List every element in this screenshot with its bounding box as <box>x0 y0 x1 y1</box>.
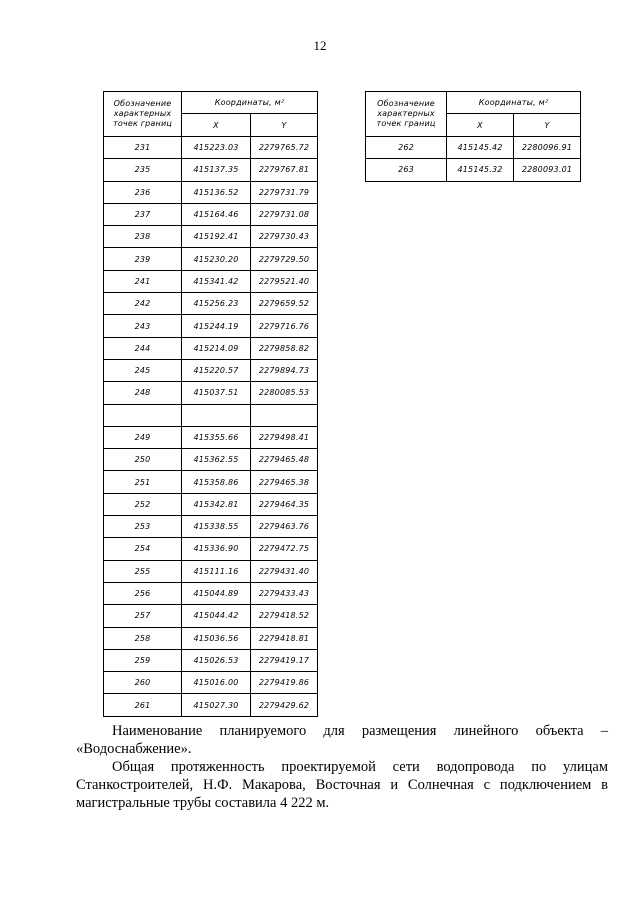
point-cell: 263 <box>366 159 447 181</box>
table-row <box>104 649 318 671</box>
y-cell: 2279894.73 <box>251 359 318 381</box>
x-header: X <box>182 114 251 137</box>
point-cell: 256 <box>104 582 182 604</box>
x-cell: 415214.09 <box>182 337 251 359</box>
y-cell: 2279716.76 <box>251 315 318 337</box>
point-cell: 261 <box>104 694 182 716</box>
table-row <box>104 203 318 225</box>
coords-header: Координаты, м² <box>182 92 318 114</box>
x-cell: 415044.89 <box>182 582 251 604</box>
point-label-line: характерных <box>113 109 172 118</box>
y-cell: 2279730.43 <box>251 226 318 248</box>
y-cell: 2279731.08 <box>251 203 318 225</box>
x-cell: 415223.03 <box>182 137 251 159</box>
x-cell: 415220.57 <box>182 359 251 381</box>
point-cell: 239 <box>104 248 182 270</box>
point-label-line: характерных <box>377 109 435 118</box>
x-cell: 415338.55 <box>182 516 251 538</box>
table-row <box>104 404 318 426</box>
x-cell <box>182 404 251 426</box>
y-cell: 2279463.76 <box>251 516 318 538</box>
page-number: 12 <box>313 38 327 53</box>
table-row <box>104 449 318 471</box>
table-row <box>104 605 318 627</box>
x-cell: 415164.46 <box>182 203 251 225</box>
y-cell: 2279429.62 <box>251 694 318 716</box>
table-row <box>104 382 318 404</box>
y-cell: 2279498.41 <box>251 426 318 448</box>
point-cell: 236 <box>104 181 182 203</box>
y-header: Y <box>514 114 581 137</box>
coordinates-table-left <box>103 91 318 717</box>
y-cell: 2279419.86 <box>251 672 318 694</box>
point-cell: 237 <box>104 203 182 225</box>
y-cell: 2279465.38 <box>251 471 318 493</box>
x-cell: 415027.30 <box>182 694 251 716</box>
table-row <box>104 270 318 292</box>
y-cell: 2279765.72 <box>251 137 318 159</box>
y-cell: 2280096.91 <box>514 137 581 159</box>
x-cell: 415336.90 <box>182 538 251 560</box>
y-cell: 2279464.35 <box>251 493 318 515</box>
y-cell: 2279731.79 <box>251 181 318 203</box>
point-cell: 251 <box>104 471 182 493</box>
point-label-header <box>366 92 447 137</box>
coords-header: Координаты, м² <box>447 92 581 114</box>
point-label-line: Обозначение <box>377 99 435 108</box>
table-row <box>104 248 318 270</box>
x-cell: 415137.35 <box>182 159 251 181</box>
table-row <box>104 426 318 448</box>
point-cell: 243 <box>104 315 182 337</box>
point-cell: 262 <box>366 137 447 159</box>
x-cell: 415145.32 <box>447 159 514 181</box>
point-label-header <box>104 92 182 137</box>
table-row <box>104 315 318 337</box>
x-cell: 415358.86 <box>182 471 251 493</box>
table-row <box>104 538 318 560</box>
y-cell <box>251 404 318 426</box>
y-cell: 2279465.48 <box>251 449 318 471</box>
point-cell: 258 <box>104 627 182 649</box>
point-cell: 260 <box>104 672 182 694</box>
point-cell: 250 <box>104 449 182 471</box>
point-cell: 244 <box>104 337 182 359</box>
point-cell: 253 <box>104 516 182 538</box>
point-label-line: Обозначение <box>113 99 172 108</box>
y-cell: 2279858.82 <box>251 337 318 359</box>
x-cell: 415016.00 <box>182 672 251 694</box>
point-cell: 235 <box>104 159 182 181</box>
point-cell: 245 <box>104 359 182 381</box>
x-cell: 415111.16 <box>182 560 251 582</box>
table-row <box>104 337 318 359</box>
table-row <box>104 293 318 315</box>
table-row <box>366 159 581 181</box>
point-cell: 259 <box>104 649 182 671</box>
point-cell: 238 <box>104 226 182 248</box>
table-row <box>104 516 318 538</box>
table-row <box>366 137 581 159</box>
table-row <box>104 582 318 604</box>
point-cell: 242 <box>104 293 182 315</box>
point-cell: 254 <box>104 538 182 560</box>
y-cell: 2279472.75 <box>251 538 318 560</box>
y-header: Y <box>251 114 318 137</box>
x-cell: 415256.23 <box>182 293 251 315</box>
point-cell: 257 <box>104 605 182 627</box>
x-cell: 415244.19 <box>182 315 251 337</box>
coordinates-table-left-body <box>104 137 318 717</box>
y-cell: 2280093.01 <box>514 159 581 181</box>
x-cell: 415362.55 <box>182 449 251 471</box>
x-header: X <box>447 114 514 137</box>
point-cell <box>104 404 182 426</box>
paragraph-object-name: Наименование планируемого для размещения линейного объекта – «Водоснабжение». <box>76 723 608 757</box>
table-row <box>104 560 318 582</box>
body-text <box>76 722 608 812</box>
x-cell: 415341.42 <box>182 270 251 292</box>
y-cell: 2279521.40 <box>251 270 318 292</box>
x-cell: 415036.56 <box>182 627 251 649</box>
table-row <box>104 471 318 493</box>
point-label-line: точек границ <box>376 119 436 128</box>
table-row <box>104 226 318 248</box>
point-cell: 252 <box>104 493 182 515</box>
table-row <box>104 137 318 159</box>
point-cell: 241 <box>104 270 182 292</box>
x-cell: 415037.51 <box>182 382 251 404</box>
point-cell: 231 <box>104 137 182 159</box>
table-row <box>104 694 318 716</box>
table-row <box>104 359 318 381</box>
coordinates-table-right-body <box>366 137 581 182</box>
y-cell: 2279431.40 <box>251 560 318 582</box>
y-cell: 2279767.81 <box>251 159 318 181</box>
x-cell: 415230.20 <box>182 248 251 270</box>
y-cell: 2279433.43 <box>251 582 318 604</box>
x-cell: 415355.66 <box>182 426 251 448</box>
x-cell: 415136.52 <box>182 181 251 203</box>
table-row <box>104 181 318 203</box>
y-cell: 2280085.53 <box>251 382 318 404</box>
y-cell: 2279659.52 <box>251 293 318 315</box>
point-cell: 255 <box>104 560 182 582</box>
x-cell: 415145.42 <box>447 137 514 159</box>
y-cell: 2279729.50 <box>251 248 318 270</box>
y-cell: 2279419.17 <box>251 649 318 671</box>
x-cell: 415026.53 <box>182 649 251 671</box>
y-cell: 2279418.81 <box>251 627 318 649</box>
paragraph-pipeline-length: Общая протяженность проектируемой сети водопровода по улицам Станкостроителей, Н.Ф. Макарова, Восточная и Солнечная с подключением в магистральные трубы составила 4 222 м. <box>76 759 608 811</box>
point-label-line: точек границ <box>112 119 173 128</box>
y-cell: 2279418.52 <box>251 605 318 627</box>
point-cell: 249 <box>104 426 182 448</box>
x-cell: 415342.81 <box>182 493 251 515</box>
table-row <box>104 493 318 515</box>
x-cell: 415192.41 <box>182 226 251 248</box>
table-row <box>104 672 318 694</box>
x-cell: 415044.42 <box>182 605 251 627</box>
point-cell: 248 <box>104 382 182 404</box>
coordinates-table-right <box>365 91 581 182</box>
table-row <box>104 627 318 649</box>
table-row <box>104 159 318 181</box>
